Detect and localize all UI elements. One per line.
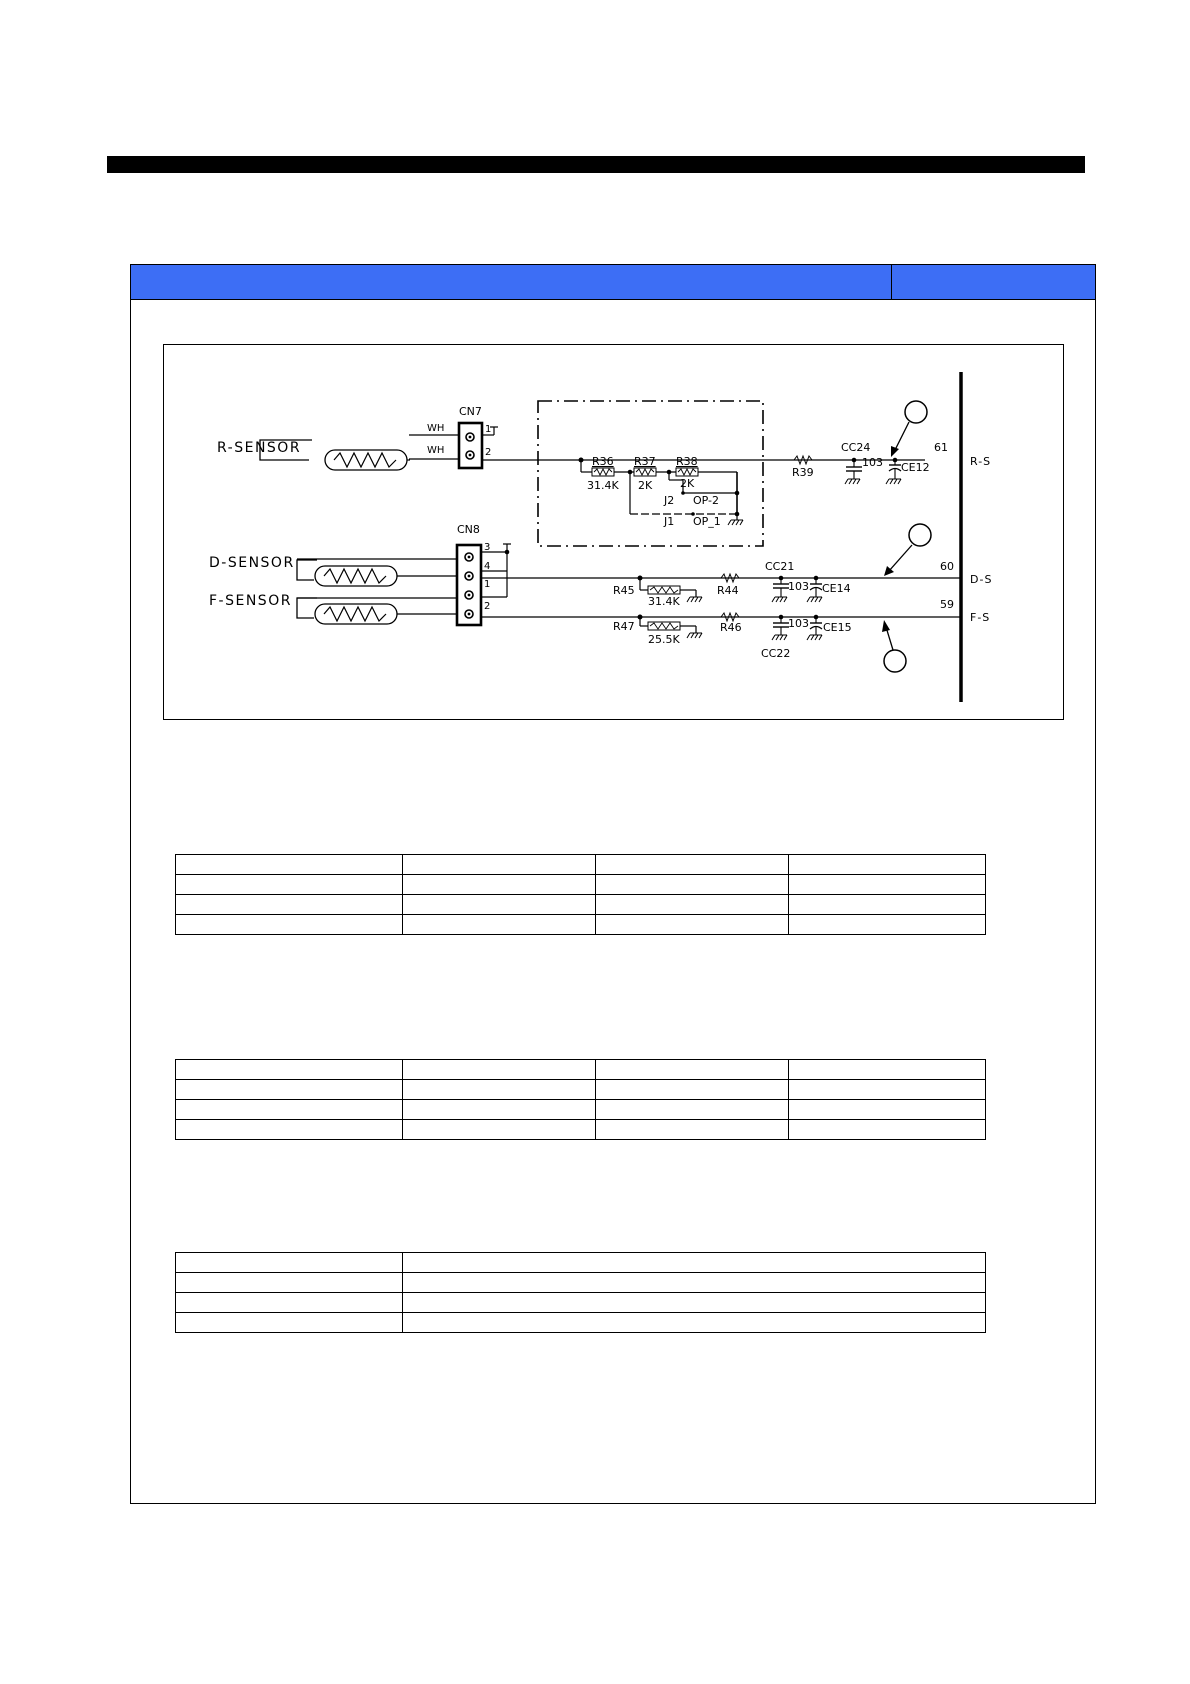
r45-resistor (648, 586, 680, 594)
panel-header (131, 265, 1095, 300)
cc22-capacitor (772, 617, 789, 640)
f-bus-label: F-S (970, 611, 991, 624)
d-sensor-label: D-SENSOR (209, 555, 295, 571)
callout-marker-2 (909, 524, 931, 546)
ce12-label: CE12 (901, 461, 930, 474)
r-sensor-label: R-SENSOR (217, 440, 302, 456)
cc21-label: CC21 (765, 560, 795, 573)
d-pin-number: 60 (940, 560, 954, 573)
r47-label: R47 (613, 620, 635, 633)
table-row (176, 1293, 986, 1313)
r36-label: R36 (592, 455, 614, 468)
table-row (176, 1100, 986, 1120)
cn7-pin2-label: 2 (485, 447, 492, 458)
cn7-wire2-label: WH (427, 445, 445, 456)
table-row (176, 1120, 986, 1140)
op2-label: OP-2 (693, 494, 720, 507)
j2-label: J2 (664, 494, 675, 507)
r45-label: R45 (613, 584, 635, 597)
ce14-capacitor (807, 578, 822, 602)
data-table-1 (175, 854, 986, 935)
r36-resistor (592, 468, 614, 476)
r36-value: 31.4K (587, 479, 619, 492)
header-side-cell (892, 265, 1095, 299)
cc21-value: 103 (788, 580, 809, 593)
r45-value: 31.4K (648, 595, 680, 608)
r47-value: 25.5K (648, 633, 680, 646)
table-row (176, 1080, 986, 1100)
callout-marker-3 (884, 650, 906, 672)
cn8-pin2-label: 2 (484, 601, 491, 612)
sensor-circuit-schematic (163, 344, 1064, 720)
cn7-pin1-label: 1 (485, 424, 492, 435)
r44-label: R44 (717, 584, 739, 597)
r39-label: R39 (792, 466, 814, 479)
cc24-value: 103 (862, 456, 883, 469)
r46-label: R46 (720, 621, 742, 634)
data-table-2 (175, 1059, 986, 1140)
ce14-label: CE14 (822, 582, 851, 595)
option-jumper-box (538, 401, 763, 546)
j1-label: J1 (664, 515, 675, 528)
cc22-label: CC22 (761, 647, 791, 660)
r47-resistor (648, 622, 680, 630)
table-row (176, 1060, 986, 1080)
r-bus-label: R-S (970, 455, 992, 468)
cc21-capacitor (772, 578, 789, 602)
d-sensor-thermistor (297, 560, 397, 586)
cn8-pin3-label: 3 (484, 542, 491, 553)
cn8-pin4-label: 4 (484, 561, 491, 572)
header-title-cell (131, 265, 892, 299)
data-table-3 (175, 1252, 986, 1333)
schematic-drawing (164, 345, 1065, 721)
cc24-capacitor (845, 460, 862, 484)
callout-marker-1 (905, 401, 927, 423)
r37-resistor (634, 468, 656, 476)
ce12-capacitor (886, 460, 901, 484)
f-pin-number: 59 (940, 598, 954, 611)
table-row (176, 915, 986, 935)
op1-label: OP_1 (693, 515, 721, 528)
r37-value: 2K (638, 479, 653, 492)
r38-resistor (676, 468, 698, 476)
ce15-capacitor (807, 617, 822, 640)
r38-value: 2K (680, 477, 695, 490)
table-row (176, 875, 986, 895)
cc22-value: 103 (788, 617, 809, 630)
table-row (176, 1313, 986, 1333)
cn8-pin1-label: 1 (484, 579, 491, 590)
r38-label: R38 (676, 455, 698, 468)
content-panel (130, 264, 1096, 1504)
ce15-label: CE15 (823, 621, 852, 634)
table-row (176, 855, 986, 875)
cc24-label: CC24 (841, 441, 871, 454)
cn7-wire1-label: WH (427, 423, 445, 434)
title-rule (107, 156, 1085, 173)
r-pin-number: 61 (934, 441, 948, 454)
f-sensor-label: F-SENSOR (209, 593, 292, 609)
f-sensor-thermistor (297, 598, 397, 624)
table-row (176, 1253, 986, 1273)
table-row (176, 1273, 986, 1293)
cn8-label: CN8 (457, 523, 480, 536)
cn7-label: CN7 (459, 405, 482, 418)
d-bus-label: D-S (970, 573, 993, 586)
r37-label: R37 (634, 455, 656, 468)
table-row (176, 895, 986, 915)
